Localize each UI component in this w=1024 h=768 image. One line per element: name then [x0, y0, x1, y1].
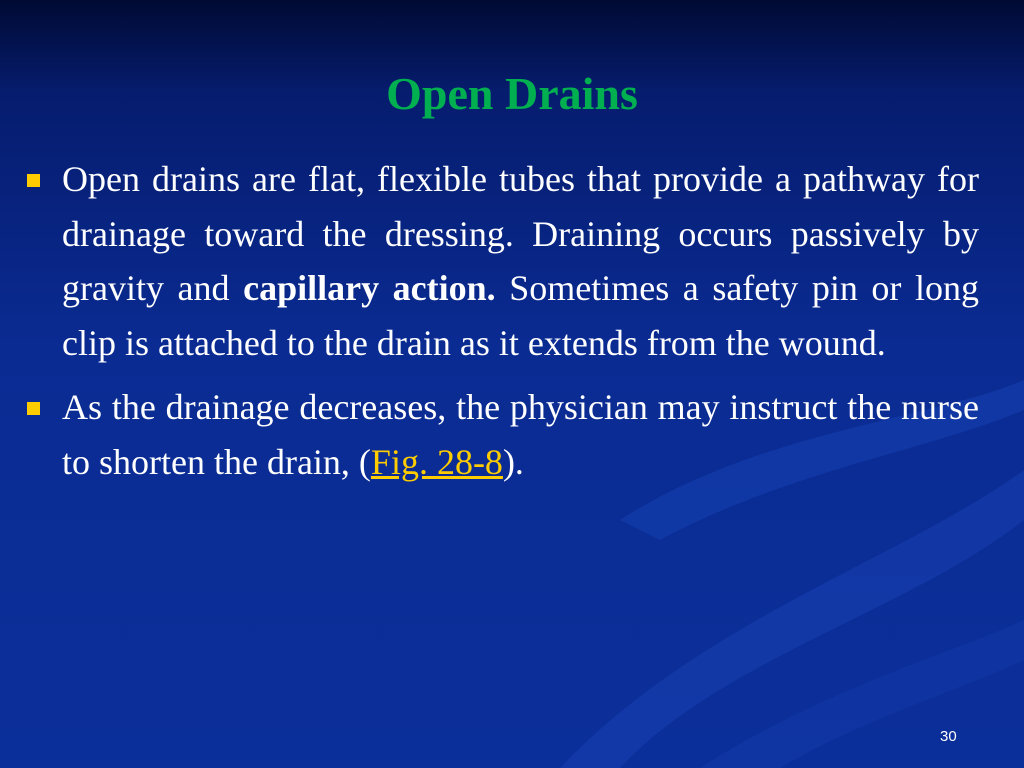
bullet-1-text-b: Sometimes a safety pin or long clip is attached to the drain as it extends from the wound. [62, 268, 979, 363]
slide-title: Open Drains [386, 68, 638, 119]
bullet-2-text-b: ). [502, 441, 524, 482]
bullet-item-open-drains [24, 152, 979, 370]
figure-link[interactable]: Fig. 28-8 [370, 441, 503, 482]
bullet-2-text-a: As the drainage decreases, the physician may instruct the nurse to shorten the drain, ( [62, 387, 979, 482]
square-bullet-icon [27, 402, 40, 415]
slide-number: 30 [940, 728, 957, 745]
bullet-1-bold-term: capillary action. [243, 268, 496, 308]
bullet-1-text-a: Open drains are flat, flexible tubes that provide a pathway for drainage toward the dressing. Draining occurs passively by gravity and [62, 159, 979, 308]
bullet-item-shorten-drain [24, 380, 979, 489]
bullet-list [24, 152, 979, 499]
square-bullet-icon [27, 174, 40, 187]
